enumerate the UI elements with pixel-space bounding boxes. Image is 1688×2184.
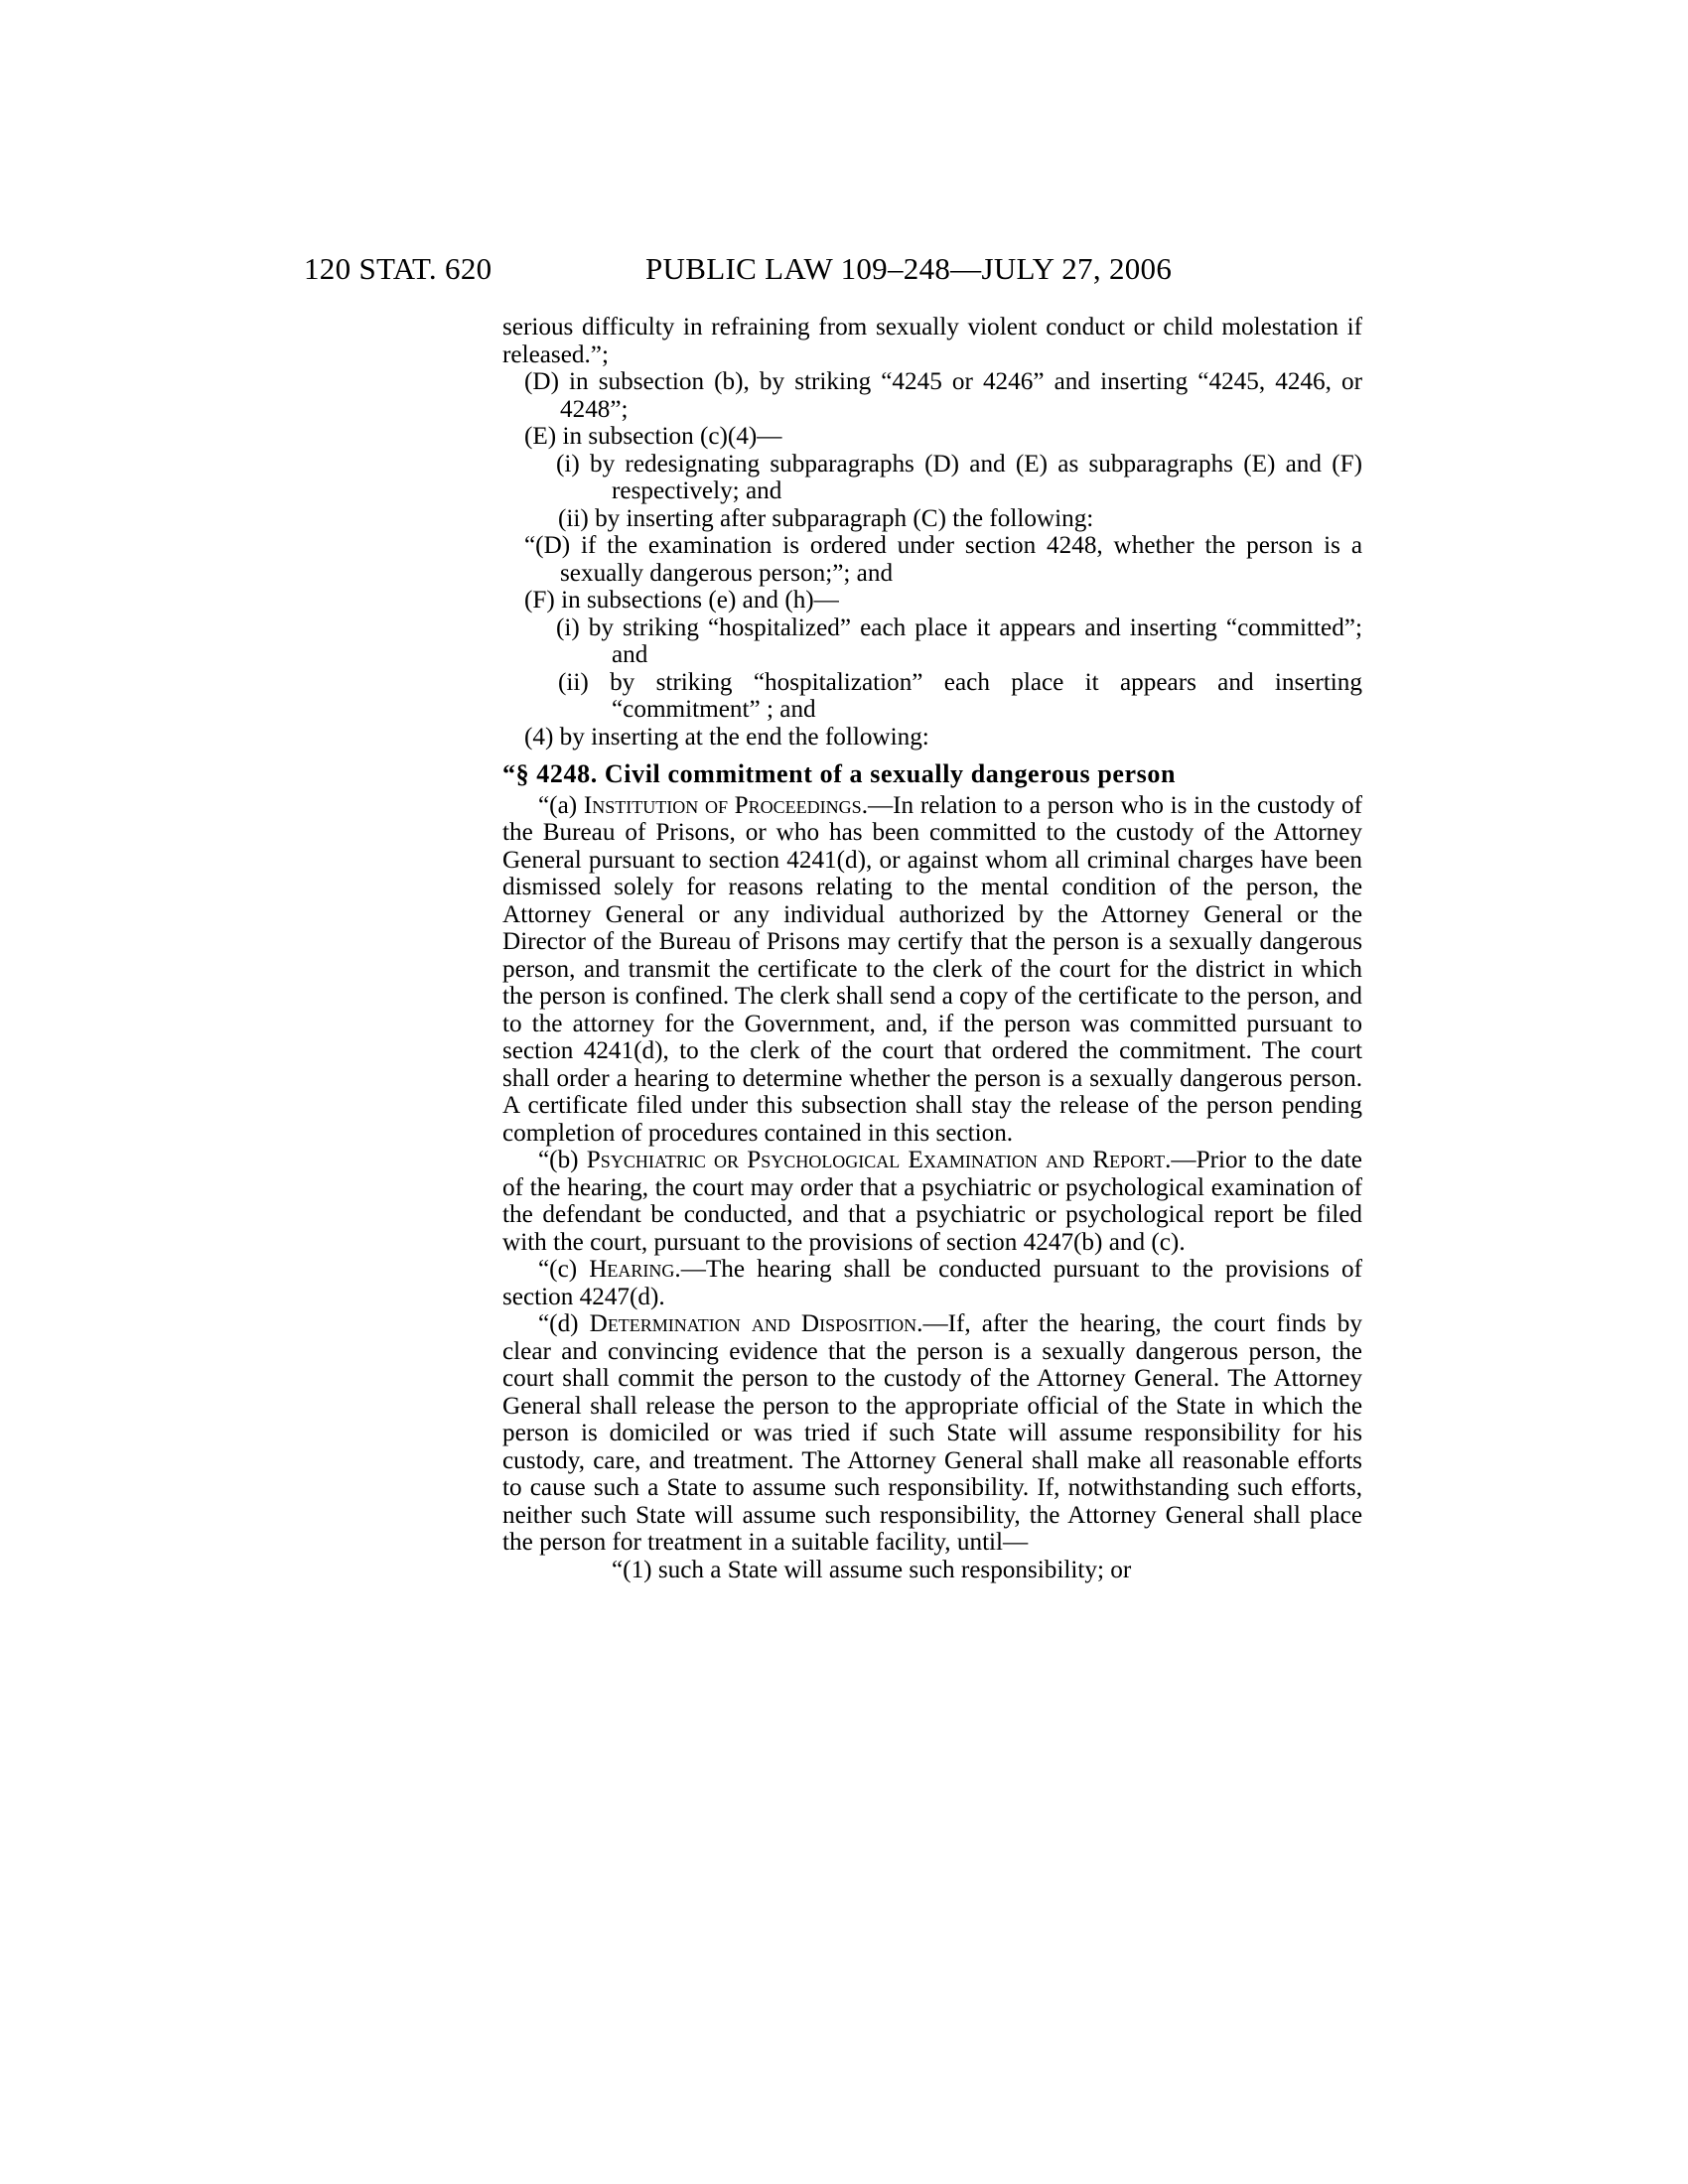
subsection-c-heading: Hearing: [589, 1256, 675, 1283]
subsection-d-heading: Determination and Disposition: [589, 1310, 917, 1337]
page-header: [0, 251, 1688, 291]
paragraph-d-1: “(1) such a State will assume such responsibility; or: [612, 1556, 1132, 1583]
amendment-item-f-ii: (ii) by striking “hospitalization” each place it appears and inserting “commitment” ; and: [558, 668, 1362, 723]
statute-page-reference: 120 STAT. 620: [304, 251, 492, 286]
section-heading: “§ 4248. Civil commitment of a sexually dangerous person: [502, 759, 1177, 788]
amendment-item-d: (D) in subsection (b), by striking “4245 or 4246” and inserting “4245, 4246, or 4248”;: [524, 368, 1362, 423]
subsection-d-number: “(d): [538, 1310, 590, 1337]
subsection-d: [502, 1310, 1362, 1557]
subsection-b-number: “(b): [538, 1147, 587, 1173]
subsection-d-text: .—If, after the hearing, the court finds by clear and convincing evidence that the person is a sexually dangerous person, the court shall commit the person to the custody of the Attorney General. The Attorney General shall release the person to the appropriate official of the State in which the person is domiciled or was tried if such State will assume responsibility for his custody, care, and treatment. The Attorney General shall make all reasonable efforts to cause such a State to assume such responsibility. If, notwithstanding such efforts, neither such State will assume such responsibility, the Attorney General shall place the person for treatment in a suitable facility, until—: [502, 1310, 1362, 1556]
body-text: [502, 314, 1362, 1583]
subsection-c-number: “(c): [538, 1256, 590, 1283]
inserted-text-d: “(D) if the examination is ordered under section 4248, whether the person is a sexually dangerous person;”; and: [524, 532, 1362, 587]
amendment-item-4: (4) by inserting at the end the following:: [524, 723, 929, 751]
amendment-item-e-i: (i) by redesignating subparagraphs (D) and (E) as subparagraphs (E) and (F) respectively; and: [556, 450, 1362, 504]
subsection-c-text: .—The hearing shall be conducted pursuant to the provisions of section 4247(d).: [502, 1256, 1362, 1310]
amendment-item-f: (F) in subsections (e) and (h)—: [524, 587, 839, 614]
subsection-a-number: “(a): [538, 791, 584, 819]
subsection-b: [502, 1147, 1362, 1256]
subsection-b-heading: Psychiatric or Psychological Examination and Report: [586, 1147, 1166, 1173]
subsection-b-text: .—Prior to the date of the hearing, the court may order that a psychiatric or psychological examination of the defendant be conducted, and that a psychiatric or psychological report be filed with the court, pursuant to the provisions of section 4247(b) and (c).: [502, 1147, 1362, 1256]
subsection-a-text: .—In relation to a person who is in the custody of the Bureau of Prisons, or who has been committed to the custody of the Attorney General pursuant to section 4241(d), or against whom all criminal charges have been dismissed solely for reasons relating to the mental condition of the person, the Attorney General or any individual authorized by the Attorney General or the Director of the Bureau of Prisons may certify that the person is a sexually dangerous person, and transmit the certificate to the clerk of the court for the district in which the person is confined. The clerk shall send a copy of the certificate to the person, and to the attorney for the Government, and, if the person was committed pursuant to section 4241(d), to the clerk of the court that ordered the commitment. The court shall order a hearing to determine whether the person is a sexually dangerous person. A certificate filed under this subsection shall stay the release of the person pending completion of procedures contained in this section.: [502, 791, 1363, 1147]
subsection-c: [502, 1256, 1362, 1310]
subsection-a: [502, 792, 1362, 1148]
amendment-item-e-ii: (ii) by inserting after subparagraph (C) the following:: [558, 504, 1094, 532]
amendment-item-e: (E) in subsection (c)(4)—: [524, 423, 782, 450]
amendment-item-f-i: (i) by striking “hospitalized” each place it appears and inserting “committed”; and: [556, 614, 1362, 668]
continued-paragraph: serious difficulty in refraining from sexually violent conduct or child molestation if released.”;: [502, 314, 1362, 368]
running-head: PUBLIC LAW 109–248—JULY 27, 2006: [645, 251, 1173, 286]
subsection-a-heading: Institution of Proceedings: [583, 791, 862, 819]
